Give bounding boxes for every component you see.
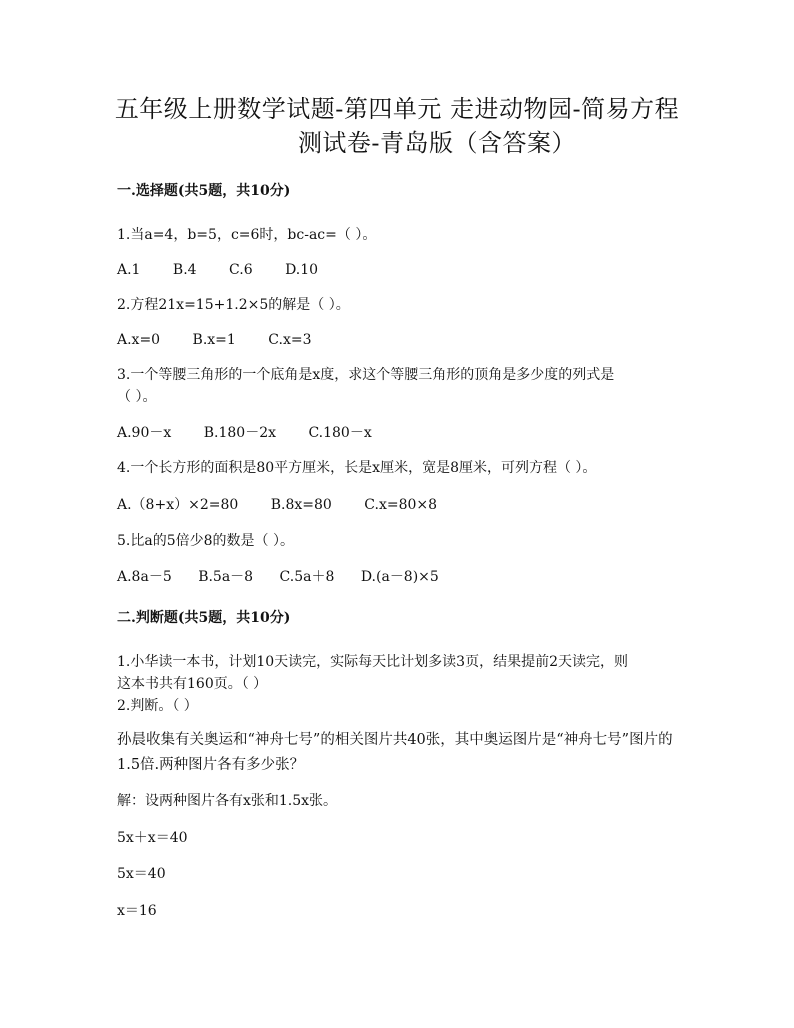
judgement-1-text-line-1: 1.小华读一本书，计划10天读完，实际每天比计划多读3页，结果提前2天读完，则	[117, 654, 628, 670]
solution-line-3: 5x＝40	[117, 866, 166, 882]
solution-line-4: x＝16	[117, 903, 157, 919]
question-4-option-a: A.（8+x）×2=80	[117, 497, 239, 513]
question-5-options	[117, 567, 439, 587]
section-heading-choice: 一.选择题(共5题，共10分)	[117, 183, 291, 199]
question-1-option-a: A.1	[117, 262, 141, 278]
question-3-option-b: B.180－2x	[203, 425, 276, 441]
judgement-1-text-line-2: 这本书共有160页。（ ）	[117, 676, 268, 692]
question-1-text: 1.当a=4，b=5，c=6时，bc-ac=（ ）。	[117, 227, 377, 243]
question-1-options	[117, 260, 318, 280]
question-3-option-c: C.180－x	[308, 425, 372, 441]
question-2-text: 2.方程21x=15+1.2×5的解是（ ）。	[117, 297, 350, 313]
page-title-line-1: 五年级上册数学试题-第四单元 走进动物园-简易方程	[114, 95, 680, 123]
question-5-option-b: B.5a－8	[198, 569, 254, 585]
judgement-2-text: 2.判断。（ ）	[117, 698, 198, 714]
question-4-option-b: B.8x=80	[270, 497, 332, 513]
question-3-text-line-1: 3.一个等腰三角形的一个底角是x度，求这个等腰三角形的顶角是多少度的列式是	[117, 367, 615, 383]
question-1-option-b: B.4	[172, 262, 197, 278]
question-2-options	[117, 330, 311, 350]
solution-line-1: 解：设两种图片各有x张和1.5x张。	[117, 793, 338, 809]
question-5-option-c: C.5a＋8	[279, 569, 335, 585]
question-1-option-c: C.6	[229, 262, 253, 278]
question-2-option-c: C.x=3	[268, 332, 312, 348]
question-2-option-a: A.x=0	[117, 332, 161, 348]
question-4-options	[117, 495, 437, 515]
solution-line-2: 5x＋x＝40	[117, 830, 188, 846]
question-3-options	[117, 423, 372, 443]
question-3-option-a: A.90－x	[117, 425, 172, 441]
question-5-option-d: D.(a－8)×5	[360, 569, 439, 585]
section-heading-judgement: 二.判断题(共5题，共10分)	[117, 610, 291, 626]
question-1-option-d: D.10	[285, 262, 319, 278]
question-2-option-b: B.x=1	[192, 332, 236, 348]
page-title-line-2: 测试卷-青岛版（含答案）	[297, 129, 577, 157]
question-4-option-c: C.x=80×8	[364, 497, 438, 513]
question-5-option-a: A.8a－5	[117, 569, 172, 585]
question-4-text: 4.一个长方形的面积是80平方厘米，长是x厘米，宽是8厘米，可列方程（ ）。	[117, 460, 597, 476]
question-5-text: 5.比a的5倍少8的数是（ ）。	[117, 533, 294, 549]
word-problem-text: 孙晨收集有关奥运和“神舟七号”的相关图片共40张，其中奥运图片是“神舟七号”图片的1.5倍.两种图片各有多少张？	[117, 732, 673, 773]
question-3-text-line-2: （ ）。	[117, 389, 157, 405]
